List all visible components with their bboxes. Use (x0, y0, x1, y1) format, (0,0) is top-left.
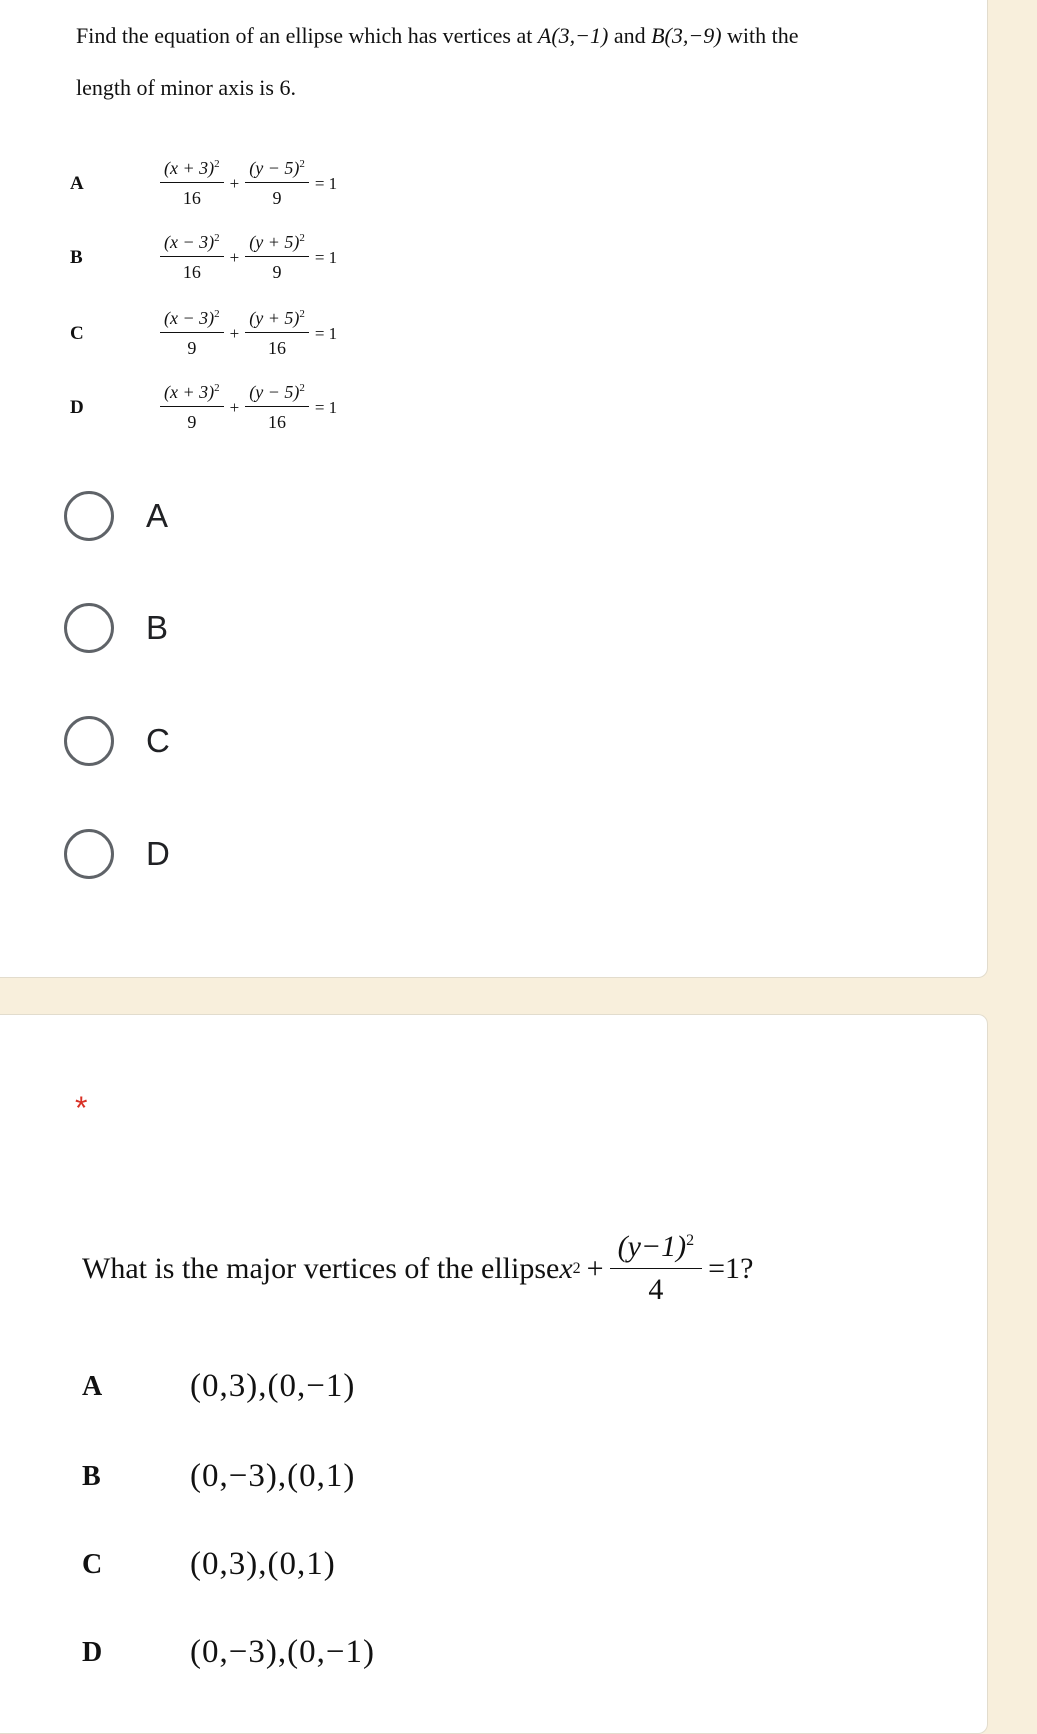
radio-button-d[interactable] (64, 829, 114, 879)
radio-button-b[interactable] (64, 603, 114, 653)
option-value: (0,−3),(0,1) (190, 1458, 356, 1494)
q2-option-b (82, 1458, 355, 1495)
option-letter: A (70, 172, 84, 194)
option-letter: B (82, 1460, 101, 1492)
choice-c[interactable] (64, 716, 170, 766)
choice-d[interactable] (64, 829, 170, 879)
option-letter: D (82, 1636, 103, 1668)
q2-option-a (82, 1368, 355, 1405)
choice-label[interactable]: D (146, 835, 170, 872)
option-value: (0,3),(0,1) (190, 1546, 336, 1582)
equation: $\frac{(x + 3)^2}{9}$ + $\frac{(y - 5)^2}{16}$ = 1 (158, 382, 341, 433)
q2-option-d (82, 1634, 375, 1671)
question-1-line-1: Find the equation of an ellipse which has vertices at A(3,−1) and B(3,−9) with the (76, 23, 799, 48)
option-letter: B (70, 246, 83, 268)
option-letter: C (70, 322, 84, 344)
vertex-a: A(3,−1) (537, 23, 609, 48)
option-letter: A (82, 1370, 103, 1402)
required-asterisk: * (75, 1090, 88, 1126)
radio-button-a[interactable] (64, 491, 114, 541)
q2-option-c (82, 1546, 336, 1583)
q1-option-d-equation (70, 382, 341, 433)
option-value: (0,−3),(0,−1) (190, 1634, 375, 1670)
vertex-b: B(3,−9) (651, 23, 722, 48)
choice-label[interactable]: C (146, 722, 170, 759)
q1-option-c-equation (70, 308, 341, 359)
question-2-text: What is the major vertices of the ellipse x 2 + $\frac{(y-1)^2}{4}$ =1 ? (82, 1230, 754, 1306)
equation: $\frac{(x + 3)^2}{16}$ + $\frac{(y - 5)^2}{9}$ = 1 (158, 158, 341, 209)
question-1-text (76, 10, 936, 114)
question-1-line-2: length of minor axis is 6. (76, 75, 296, 100)
choice-label[interactable]: B (146, 609, 169, 646)
equation: $\frac{(x - 3)^2}{9}$ + $\frac{(y + 5)^2}{16}$ = 1 (158, 308, 341, 359)
option-value: (0,3),(0,−1) (190, 1368, 356, 1404)
choice-b[interactable] (64, 603, 168, 653)
option-letter: C (82, 1548, 103, 1580)
radio-button-c[interactable] (64, 716, 114, 766)
option-letter: D (70, 396, 84, 418)
choice-label[interactable]: A (146, 497, 169, 534)
choice-a[interactable] (64, 491, 168, 541)
q1-option-a-equation (70, 158, 341, 209)
q1-option-b-equation (70, 232, 341, 283)
equation: $\frac{(x - 3)^2}{16}$ + $\frac{(y + 5)^2}{9}$ = 1 (158, 232, 341, 283)
fraction: $\frac{(y-1)^2}{4}$ (610, 1230, 703, 1307)
